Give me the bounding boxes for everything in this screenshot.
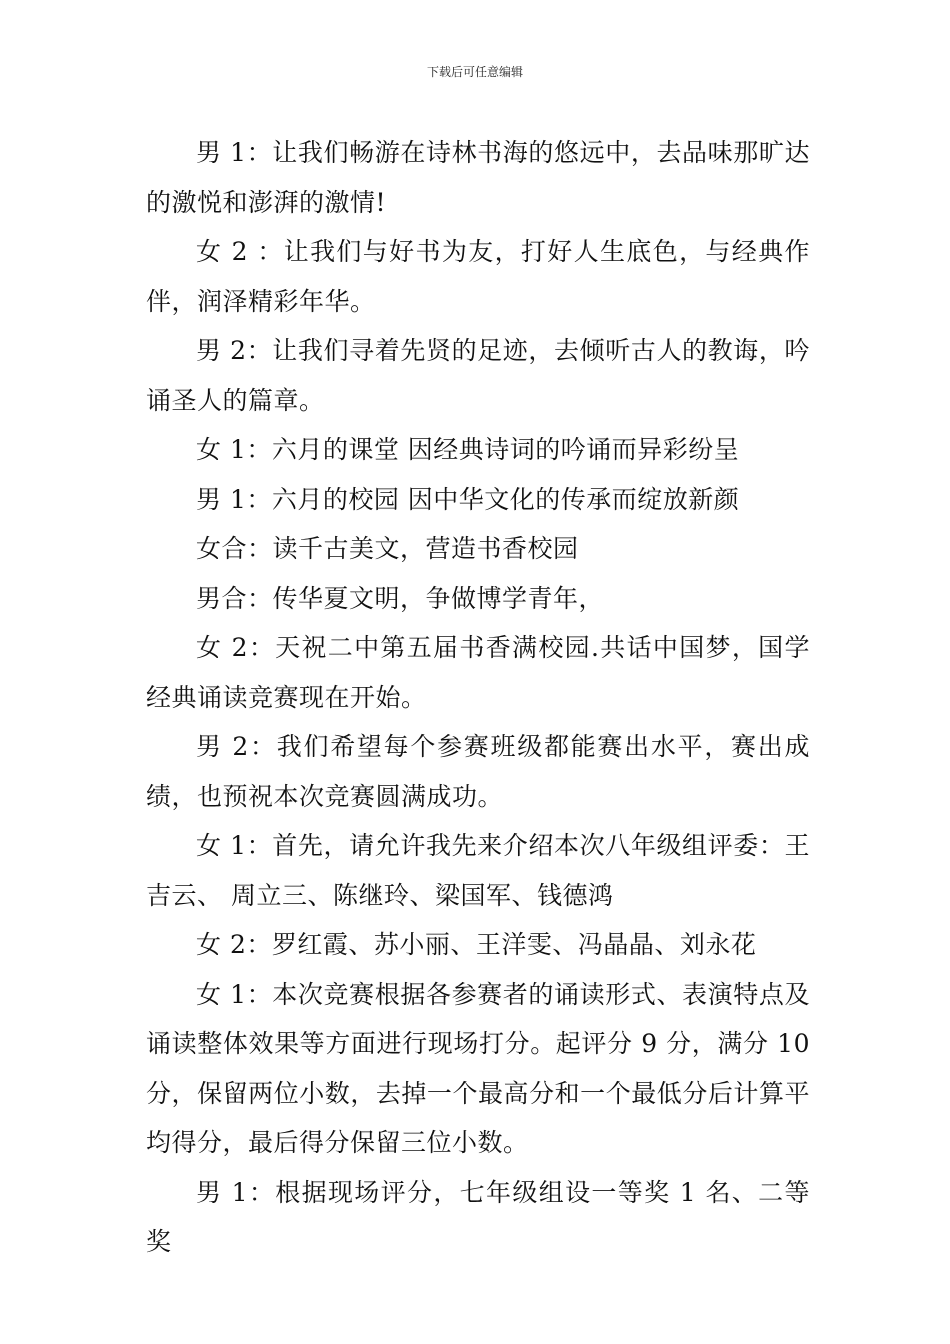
paragraph: 女合：读千古美文，营造书香校园	[196, 534, 579, 563]
paragraph: 男 1：根据现场评分，七年级组设一等奖 1 名、二等奖	[146, 1177, 810, 1256]
paragraph: 女 2：罗红霞、苏小丽、王洋雯、冯晶晶、刘永花	[196, 930, 757, 959]
paragraph: 男 2：我们希望每个参赛班级都能赛出水平，赛出成绩，也预祝本次竞赛圆满成功。	[146, 732, 810, 811]
paragraph: 女 1：首先，请允许我先来介绍本次八年级组评委：王吉云、 周立三、陈继玲、梁国军、钱德鸿	[146, 831, 810, 910]
paragraph: 男 1：六月的校园 因中华文化的传承而绽放新颜	[196, 484, 740, 514]
paragraph: 男 1：让我们畅游在诗林书海的悠远中，去品味那旷达的激悦和澎湃的激情!	[146, 138, 810, 217]
paragraph: 男合：传华夏文明，争做博学青年，	[196, 583, 605, 613]
paragraph: 女 1：本次竞赛根据各参赛者的诵读形式、表演特点及诵读整体效果等方面进行现场打分。起评分 9 分，满分 10 分，保留两位小数，去掉一个最高分和一个最低分后计算平均得分，最后得分保留三位小数。	[146, 979, 810, 1157]
paragraph: 女 2 ：让我们与好书为友，打好人生底色，与经典作伴，润泽精彩年华。	[146, 237, 810, 316]
document-body	[146, 128, 810, 1267]
paragraph: 女 2：天祝二中第五届书香满校园.共话中国梦，国学经典诵读竞赛现在开始。	[146, 633, 810, 712]
paragraph: 男 2：让我们寻着先贤的足迹，去倾听古人的教诲，吟诵圣人的篇章。	[146, 336, 810, 415]
page-header-note: 下载后可任意编辑	[426, 65, 523, 79]
paragraph: 女 1：六月的课堂 因经典诗词的吟诵而异彩纷呈	[196, 435, 740, 464]
